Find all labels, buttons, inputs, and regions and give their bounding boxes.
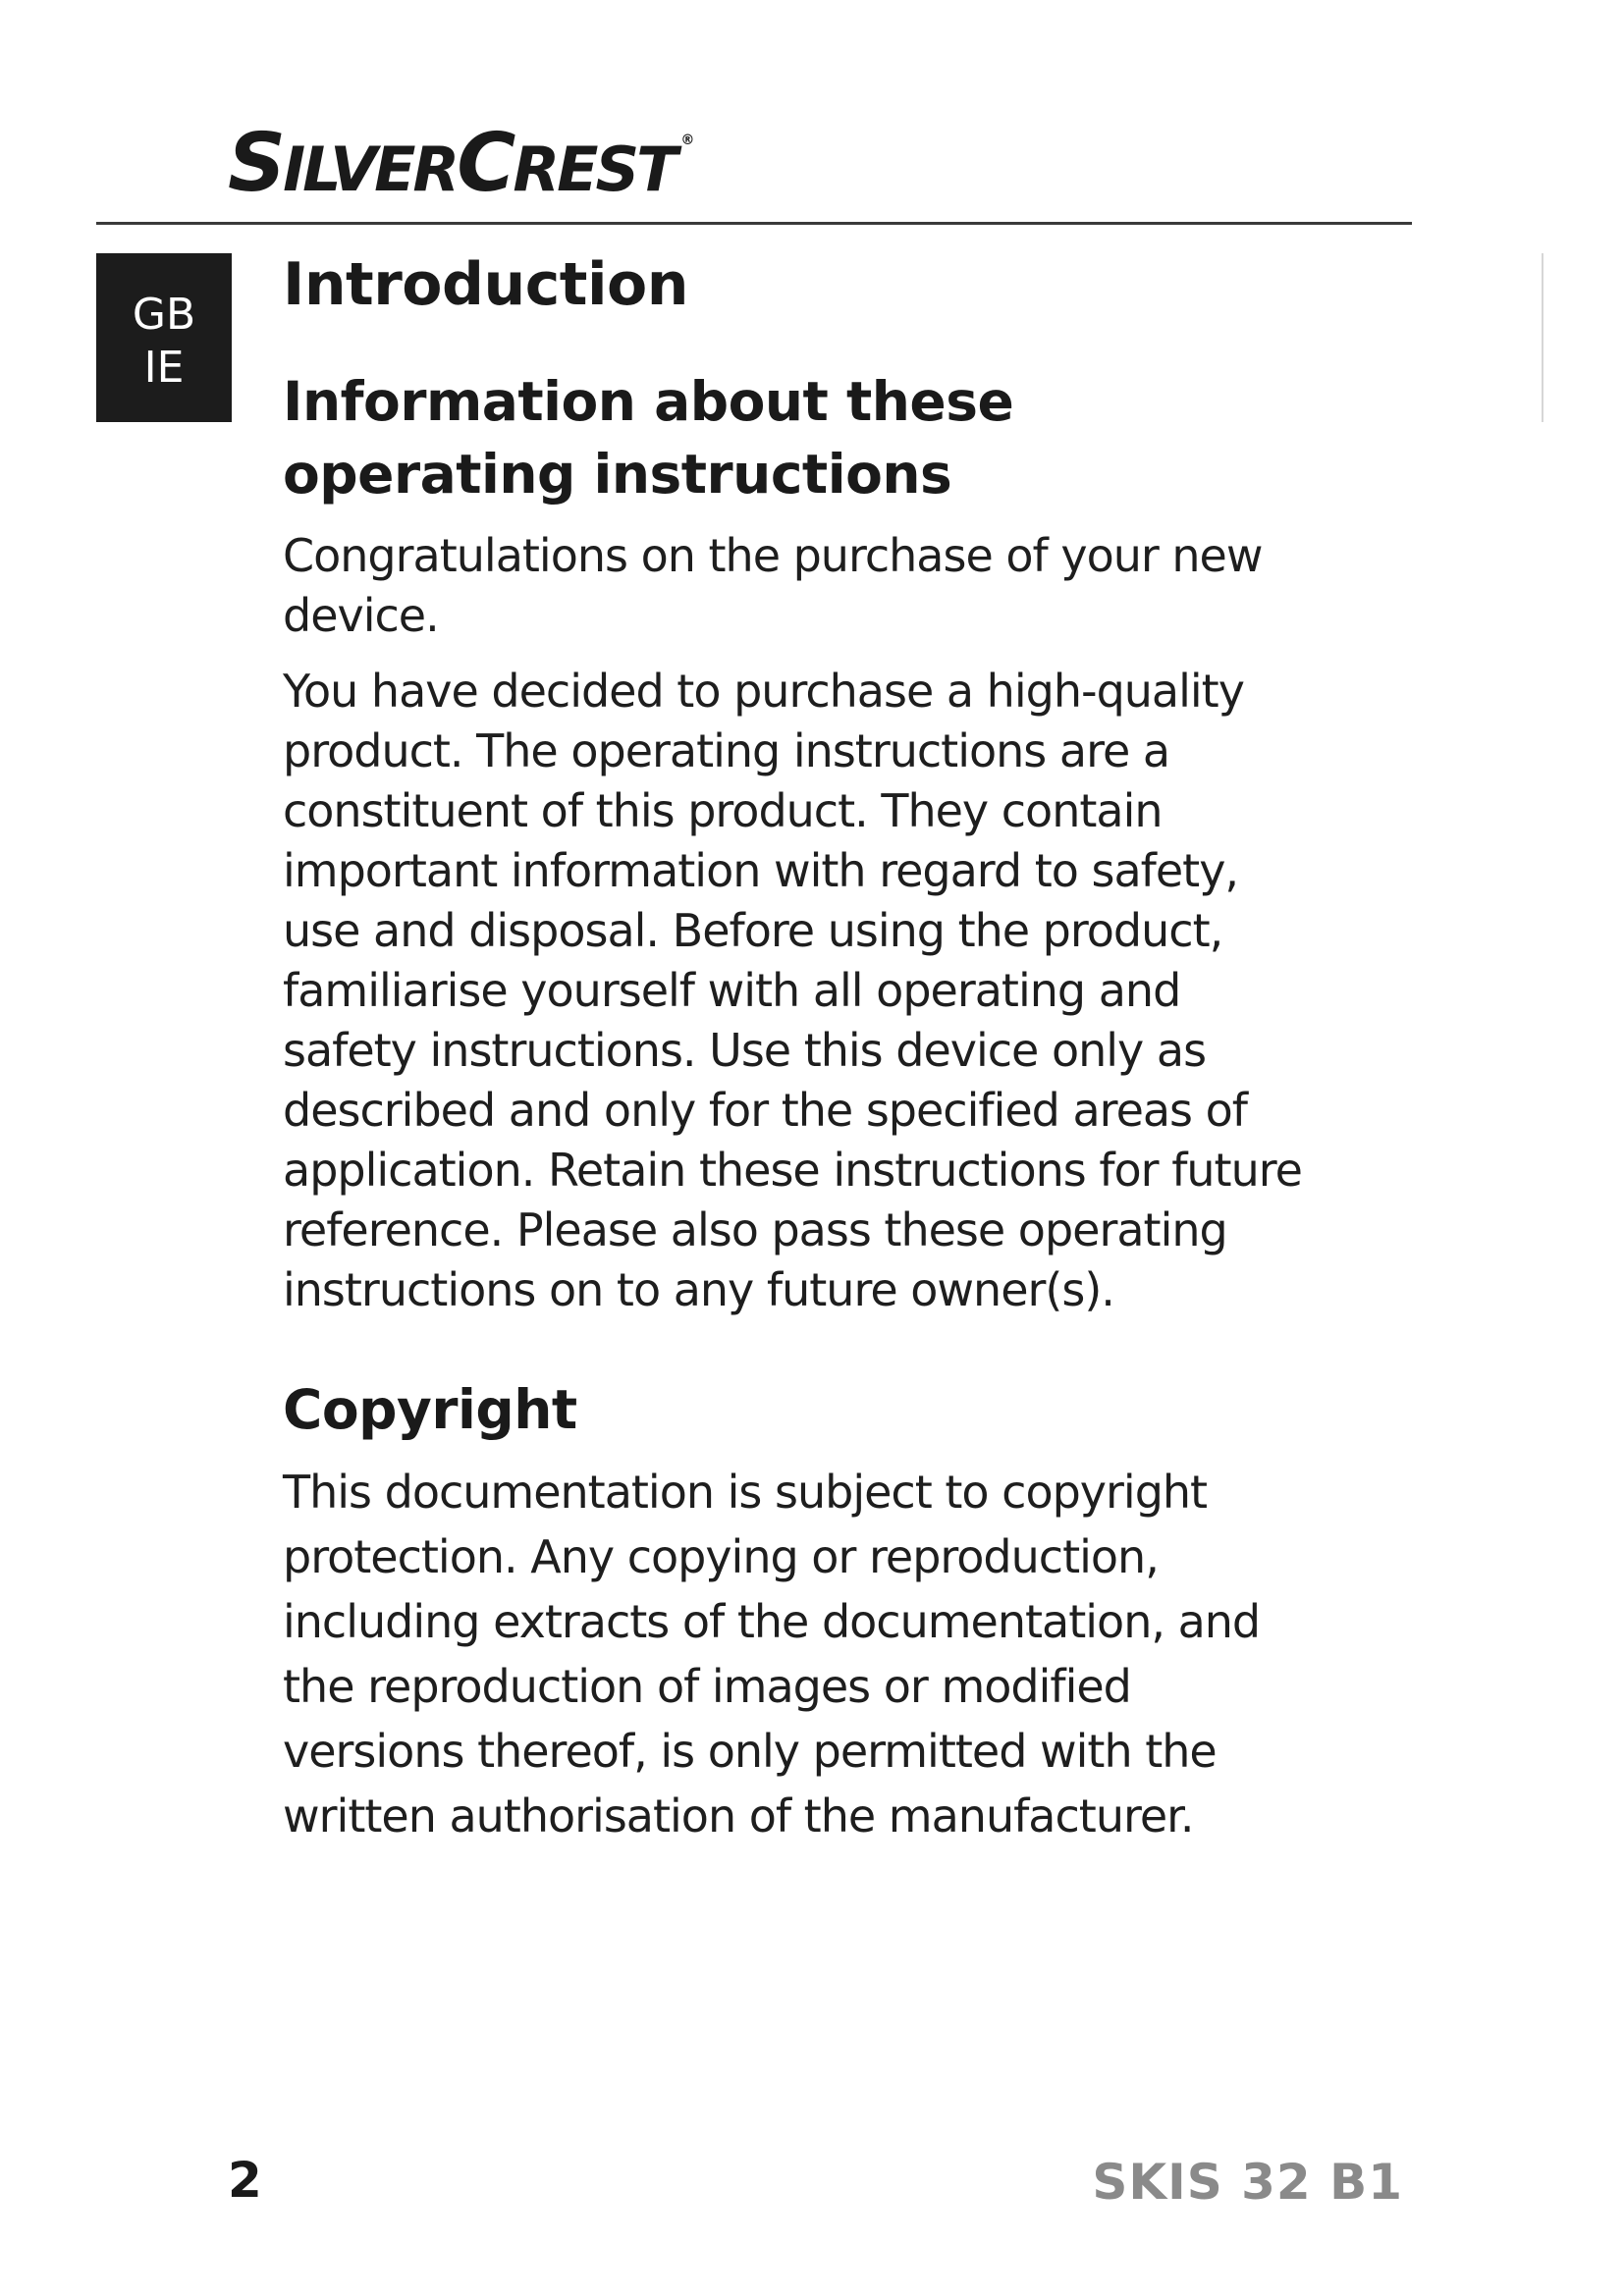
language-code-gb: GB bbox=[132, 290, 196, 340]
model-number: SKIS 32 B1 bbox=[1092, 2154, 1403, 2211]
logo-text-ilver: ILVER bbox=[283, 133, 458, 205]
main-content bbox=[283, 245, 1324, 1848]
paragraph-copyright: This documentation is subject to copyright protection. Any copying or reproduction, including extracts of the documentation, and the reproduction of images or modified versions thereof, is only permitted with the written authorisation of the manufacturer. bbox=[283, 1466, 1261, 1842]
paragraph-purchase-info: You have decided to purchase a high-quality product. The operating instructions are a constituent of this product. They contain important information with regard to safety, use and disposal. Before using the product, familiarise yourself with all operating and safety instructions. Use this device only as described and only for the specified areas of application. Retain these instructions for future reference. Please also pass these operating instructions on to any future owner(s). bbox=[283, 665, 1302, 1316]
registered-mark: ® bbox=[680, 133, 695, 148]
logo-text-rest: REST bbox=[513, 133, 676, 205]
section-heading-copyright: Copyright bbox=[283, 1378, 577, 1441]
language-code-ie: IE bbox=[143, 343, 185, 393]
page-edge-mark bbox=[1542, 253, 1543, 422]
language-tab bbox=[96, 253, 232, 422]
paragraph-congratulations: Congratulations on the purchase of your new device. bbox=[283, 529, 1263, 642]
header-divider bbox=[96, 222, 1412, 225]
section-heading-information: Information about these operating instructions bbox=[283, 370, 1014, 506]
logo-letter-c: C bbox=[457, 117, 514, 210]
silvercrest-logo bbox=[228, 117, 695, 210]
logo-letter-s: S bbox=[228, 117, 284, 210]
page-number: 2 bbox=[228, 2152, 262, 2209]
page-title: Introduction bbox=[283, 250, 688, 319]
